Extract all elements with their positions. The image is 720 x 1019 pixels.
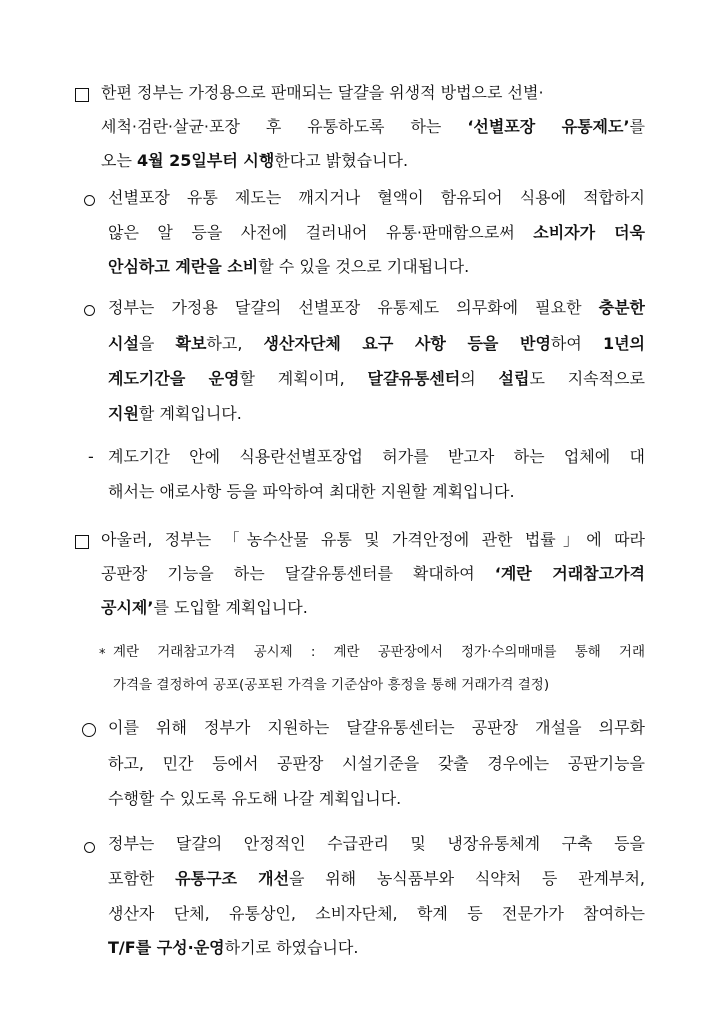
paragraph-line [113, 676, 549, 694]
paragraph-line [108, 718, 645, 738]
emphasis-text: 설립 [498, 369, 530, 388]
paragraph-line [108, 834, 645, 854]
paragraph-line [108, 904, 645, 924]
text-run: 하기로 하였습니다. [224, 938, 359, 957]
paragraph-line [108, 369, 645, 389]
text-run: 할 수 있을 것으로 기대됩니다. [258, 257, 470, 276]
emphasis-text: 지원 [108, 404, 139, 423]
text-run: 가격을 결정하여 공포(공포된 가격을 기준삼아 흥정을 통해 거래가격 결정) [113, 677, 550, 693]
text-run: 포함한 [108, 869, 176, 888]
emphasis-text: 4월 25일부터 시행 [137, 151, 275, 170]
paragraph-line [108, 257, 469, 277]
asterisk-marker: * [99, 647, 106, 662]
emphasis-text: ‘선별포장 유통제도’ [467, 117, 630, 136]
text-run: 생산자 단체, 유통상인, 소비자단체, 학계 등 전문가가 참여하는 [108, 904, 645, 923]
emphasis-text: 확보 [175, 334, 207, 353]
paragraph-line [108, 789, 401, 809]
text-run: 도 지속적으로 [529, 369, 645, 388]
checkbox-square-icon [75, 535, 89, 549]
paragraph-line [108, 188, 645, 208]
text-run: 않은 알 등을 사전에 걸러내어 유통·판매함으로써 [108, 223, 534, 242]
text-run: 정부는 가정용 달걀의 선별포장 유통제도 의무화에 필요한 [108, 298, 599, 317]
emphasis-text: 시설 [108, 334, 139, 353]
paragraph-line [101, 83, 544, 103]
text-run: 계란 거래참고가격 공시제 : 계란 공판장에서 정가·수의매매를 통해 거래 [113, 644, 645, 660]
text-run: 할 계획입니다. [138, 404, 242, 423]
paragraph-line [108, 482, 515, 502]
text-run: 해서는 애로사항 등을 파악하여 최대한 지원할 계획입니다. [108, 482, 515, 501]
text-run: 하여 [550, 334, 603, 353]
emphasis-text: T/F를 구성·운영 [108, 938, 225, 957]
text-run: 한다고 밝혔습니다. [274, 151, 409, 170]
text-run: 을 위해 농식품부와 식약처 등 관계부처, [289, 869, 645, 888]
paragraph-line [108, 223, 645, 243]
emphasis-text: 충분한 [598, 298, 645, 317]
text-run: 이를 위해 정부가 지원하는 달걀유통센터는 공판장 개설을 의무화 [108, 718, 645, 737]
text-run: 세척·검란·살균·포장 후 유통하도록 하는 [101, 117, 468, 136]
text-run: 할 계획이며, [239, 369, 368, 388]
bullet-circle-icon [84, 842, 95, 853]
text-run: 한편 정부는 가정용으로 판매되는 달걀을 위생적 방법으로 선별· [101, 83, 544, 102]
text-run: 수행할 수 있도록 유도해 나갈 계획입니다. [108, 789, 402, 808]
emphasis-text: 유통구조 개선 [175, 869, 290, 888]
paragraph-line [113, 643, 645, 661]
text-run: 하고, [206, 334, 264, 353]
text-run: 을 [138, 334, 176, 353]
dash-marker: - [88, 447, 94, 466]
text-run: 를 도입할 계획입니다. [153, 598, 308, 617]
paragraph-line [101, 151, 408, 171]
emphasis-text: 생산자단체 요구 사항 등을 반영 [263, 334, 551, 353]
emphasis-text: 소비자가 더욱 [533, 223, 645, 242]
emphasis-text: ‘계란 거래참고가격 [494, 564, 645, 583]
emphasis-text: 안심하고 계란을 소비 [108, 257, 259, 276]
paragraph-line [108, 298, 645, 318]
paragraph-line [101, 530, 645, 550]
paragraph-line [108, 754, 645, 774]
paragraph-line [108, 938, 358, 958]
paragraph-line [108, 334, 645, 354]
emphasis-text: 달걀유통센터 [367, 369, 461, 388]
paragraph-line [108, 869, 645, 889]
text-run: 공판장 기능을 하는 달걀유통센터를 확대하여 [101, 564, 495, 583]
paragraph-line [101, 598, 308, 618]
paragraph-line [108, 447, 645, 467]
bullet-circle-icon [82, 723, 96, 737]
text-run: 오는 [101, 151, 137, 170]
emphasis-text: 계도기간을 운영 [108, 369, 240, 388]
paragraph-line [108, 404, 242, 424]
text-run: 하고, 민간 등에서 공판장 시설기준을 갖출 경우에는 공판기능을 [108, 754, 645, 773]
emphasis-text: 1년의 [602, 334, 645, 353]
emphasis-text: 공시제’ [101, 598, 154, 617]
text-run: 를 [629, 117, 645, 136]
text-run: 정부는 달걀의 안정적인 수급관리 및 냉장유통체계 구축 등을 [108, 834, 645, 853]
paragraph-line [101, 564, 645, 584]
text-run: 아울러, 정부는 「농수산물 유통 및 가격안정에 관한 법률」에 따라 [101, 530, 645, 549]
checkbox-square-icon [75, 88, 89, 102]
bullet-circle-icon [84, 195, 95, 206]
text-run: 선별포장 유통 제도는 깨지거나 혈액이 함유되어 식용에 적합하지 [108, 188, 645, 207]
text-run: 의 [460, 369, 499, 388]
paragraph-line [101, 117, 645, 137]
bullet-circle-icon [84, 305, 95, 316]
text-run: 계도기간 안에 식용란선별포장업 허가를 받고자 하는 업체에 대 [108, 447, 645, 466]
